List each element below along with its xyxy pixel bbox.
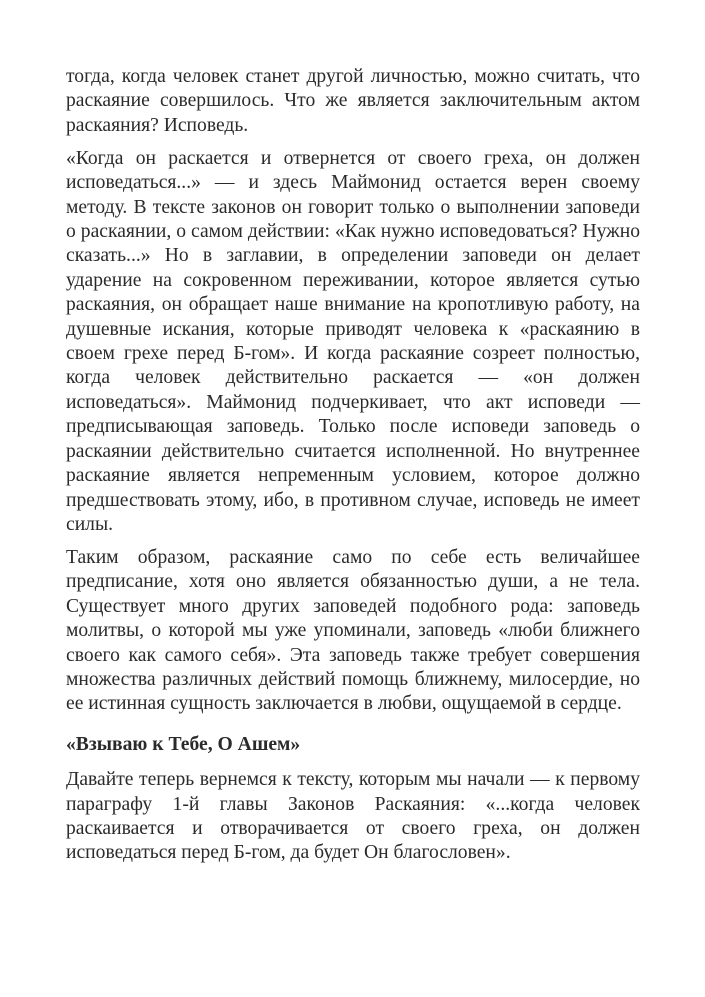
paragraph-return-to-text: Давайте теперь вернемся к тексту, которым мы начали — к первому параграфу 1-й главы Законов Раскаяния: «...когда человек раскаивается и отворачивается от своего греха, он должен исповедаться перед Б-гом, да будет Он благословен». xyxy=(66,769,640,864)
paragraph-greatest-precept: Таким образом, раскаяние само по себе есть величайшее предписание, хотя оно является обязанностью души, а не тела. Существует много других заповедей подобного рода: заповедь молитвы, о которой мы уже упоминали, заповедь «люби ближнего своего как самого себя». Эта заповедь также требует совершения множества различных действий помощь ближнему, милосердие, но ее истинная сущность заключается в любви, ощущаемой в сердце. xyxy=(66,546,640,715)
paragraph-maimonides-method: «Когда он раскается и отвернется от своего греха, он должен исповедаться...» — и здесь Маймонид остается верен своему методу. В тексте законов он говорит только о выполнении заповеди о раскаянии, о самом действии: «Как нужно исповедоваться? Нужно сказать...» Но в заглавии, в определении заповеди он делает ударение на сокровенном переживании, которое является сутью раскаяния, он обращает наше внимание на кропотливую работу, на душевные искания, которые приводят человека к «раскаянию в своем грехе перед Б-гом». И когда раскаяние созреет полностью, когда человек действительно раскается — «он должен исповедаться». Маймонид подчеркивает, что акт исповеди — предписывающая заповедь. Только после исповеди заповедь о раскаянии действительно считается исполненной. Но внутреннее раскаяние является непременным условием, которое должно предшествовать этому, ибо, в противном случае, исповедь не имеет силы. xyxy=(66,147,640,535)
document-page xyxy=(66,65,640,874)
section-heading: «Взываю к Тебе, О Ашем» xyxy=(66,733,301,755)
paragraph-confession-conclusion: тогда, когда человек станет другой личностью, можно считать, что раскаяние совершилось. Что же является заключительным актом раскаяния? Исповедь. xyxy=(66,66,640,136)
